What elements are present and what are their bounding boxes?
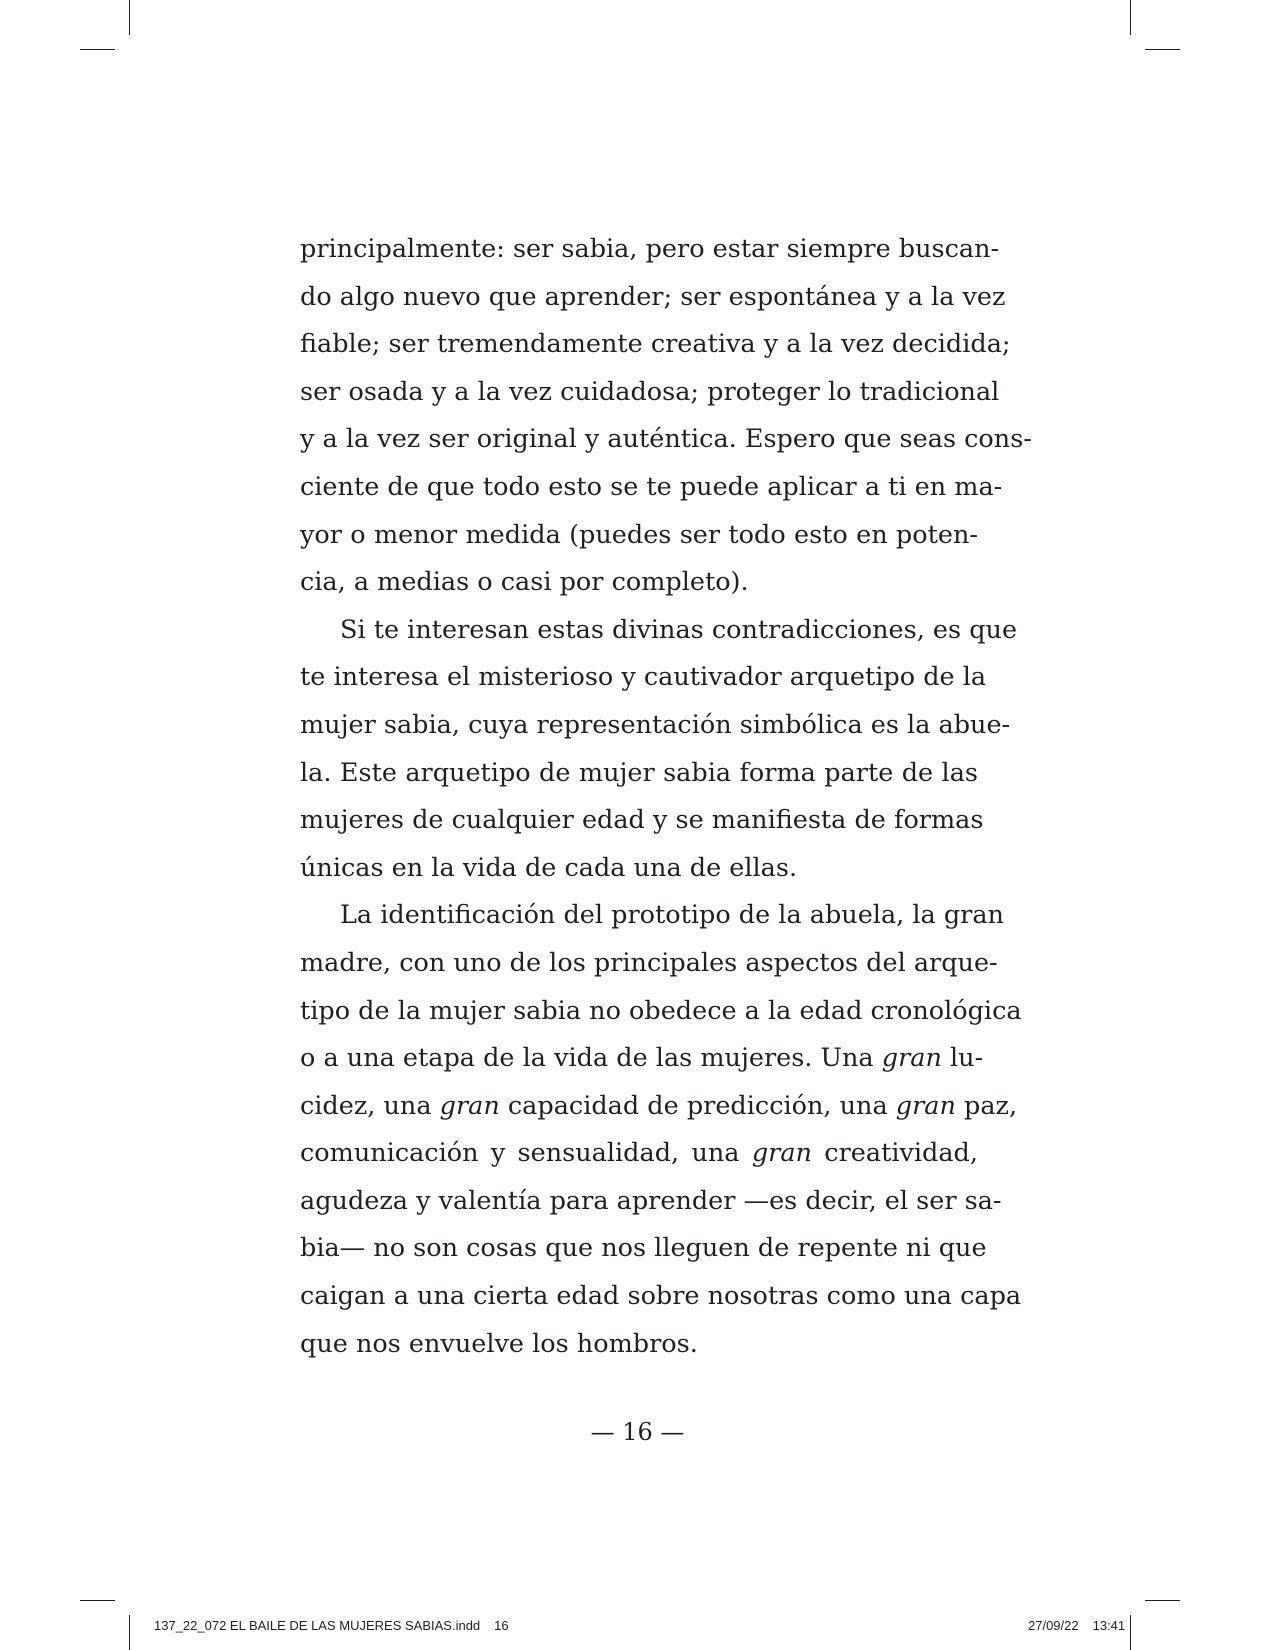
- text-run: comunicación y sensualidad, una: [300, 1138, 752, 1169]
- page-number: — 16 —: [590, 1418, 685, 1446]
- crop-mark-bottom-left-vertical: [129, 1615, 130, 1650]
- slug-time: 13:41: [1092, 1618, 1126, 1633]
- text-line: mujer sabia, cuya representación simbólica es la abue-: [300, 709, 1011, 740]
- text-run: o a una etapa de la vida de las mujeres. Una: [300, 1043, 882, 1074]
- text-line: Si te interesan estas divinas contradicciones, es que: [340, 614, 1018, 645]
- text-line: fiable; ser tremendamente creativa y a la vez decidida;: [300, 329, 1011, 360]
- slug-timestamp: [1028, 1618, 1125, 1633]
- text-line: tipo de la mujer sabia no obedece a la edad cronológica: [300, 995, 1022, 1026]
- crop-mark-top-left-horizontal: [80, 49, 115, 50]
- text-line: yor o menor medida (puedes ser todo esto en poten-: [300, 519, 978, 550]
- text-line: La identificación del prototipo de la abuela, la gran: [340, 900, 1004, 931]
- text-run: lu-: [941, 1043, 984, 1074]
- text-line: cia, a medias o casi por completo).: [300, 567, 749, 598]
- text-run: capacidad de predicción, una: [499, 1090, 896, 1121]
- text-line: la. Este arquetipo de mujer sabia forma parte de las: [300, 757, 978, 788]
- text-line: principalmente: ser sabia, pero estar siempre buscan-: [300, 234, 1000, 264]
- text-line: madre, con uno de los principales aspectos del arque-: [300, 947, 998, 978]
- emphasis: gran: [895, 1090, 956, 1121]
- slug-file-info: [154, 1618, 509, 1633]
- crop-mark-bottom-left-horizontal: [80, 1600, 115, 1601]
- text-line: que nos envuelve los hombros.: [300, 1328, 698, 1359]
- emphasis: gran: [751, 1138, 812, 1169]
- crop-mark-bottom-right-vertical: [1130, 1615, 1131, 1650]
- text-line: [300, 1083, 1018, 1131]
- crop-mark-top-left-vertical: [129, 0, 130, 35]
- emphasis: gran: [439, 1090, 500, 1121]
- crop-mark-bottom-right-horizontal: [1145, 1600, 1180, 1601]
- text-run: creatividad,: [811, 1138, 978, 1169]
- text-line: bia— no son cosas que nos lleguen de repente ni que: [300, 1233, 987, 1264]
- crop-mark-top-right-horizontal: [1145, 49, 1180, 50]
- text-line: te interesa el misterioso y cautivador arquetipo de la: [300, 662, 987, 693]
- text-line: do algo nuevo que aprender; ser espontánea y a la vez: [300, 281, 1006, 312]
- text-line: agudeza y valentía para aprender —es decir, el ser sa-: [300, 1185, 1002, 1216]
- text-line: únicas en la vida de cada una de ellas.: [300, 852, 798, 883]
- slug-filename: 137_22_072 EL BAILE DE LAS MUJERES SABIAS.indd: [154, 1618, 481, 1633]
- text-run: cidez, una: [300, 1090, 440, 1121]
- text-line: [300, 1130, 978, 1178]
- text-run: paz,: [955, 1090, 1018, 1121]
- slug-page: 16: [494, 1618, 509, 1633]
- slug-date: 27/09/22: [1028, 1618, 1079, 1633]
- text-line: ciente de que todo esto se te puede aplicar a ti en ma-: [300, 471, 1003, 502]
- text-line: y a la vez ser original y auténtica. Espero que seas cons-: [300, 424, 1032, 455]
- body-text: [300, 226, 1032, 1368]
- emphasis: gran: [881, 1043, 942, 1074]
- text-line: ser osada y a la vez cuidadosa; proteger lo tradicional: [300, 376, 1000, 407]
- text-line: [300, 1035, 984, 1083]
- text-line: mujeres de cualquier edad y se manifiesta de formas: [300, 805, 984, 836]
- crop-mark-top-right-vertical: [1130, 0, 1131, 35]
- text-line: caigan a una cierta edad sobre nosotras como una capa: [300, 1281, 1022, 1312]
